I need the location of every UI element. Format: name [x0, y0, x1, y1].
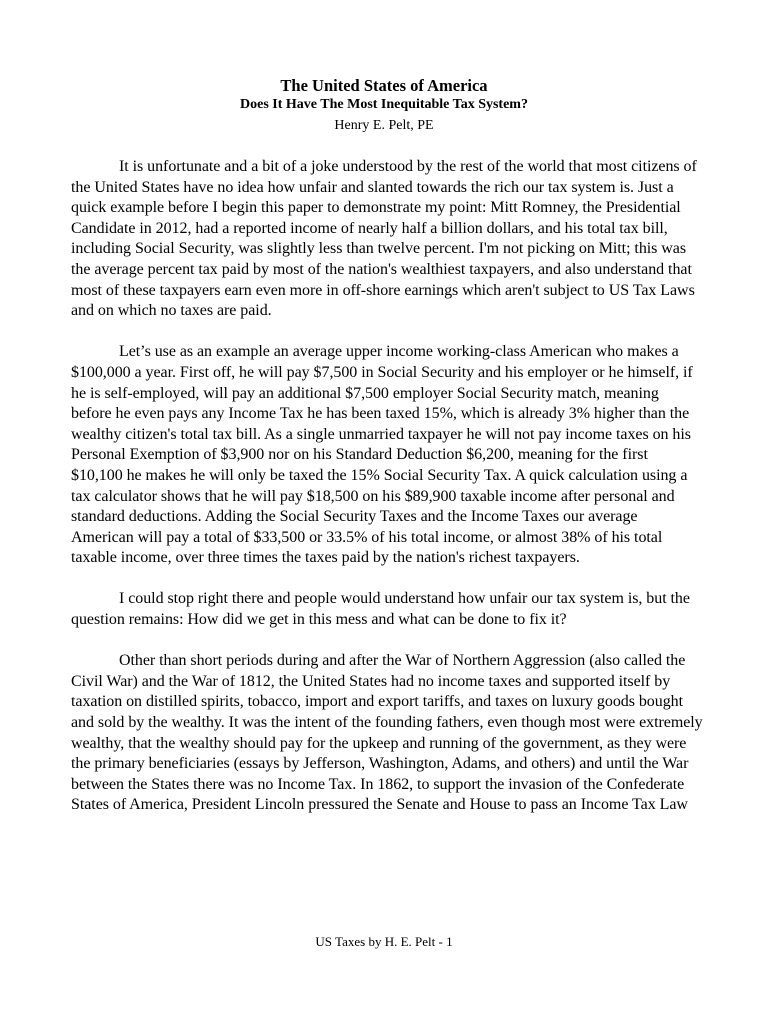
body-paragraph: It is unfortunate and a bit of a joke understood by the rest of the world that most citizens of the United States have no idea how unfair and slanted towards the rich our tax system is. Just a quick example before I begin this paper to demonstrate my point: Mitt Romney, the Presidential Candidate in 2012, had a reported income of nearly half a billion dollars, and his total tax bill, including Social Security, was slightly less than twelve percent. I'm not picking on Mitt; this was the average percent tax paid by most of the nation's wealthiest taxpayers, and also understand that most of these taxpayers earn even more in off-shore earnings which aren't subject to US Tax Laws and on which no taxes are paid.	[71, 158, 697, 320]
document-subtitle: Does It Have The Most Inequitable Tax System?	[240, 97, 528, 112]
body-paragraph: Other than short periods during and after the War of Northern Aggression (also called the Civil War) and the War of 1812, the United States had no income taxes and supported itself by taxation on distilled spirits, tobacco, import and export tariffs, and taxes on luxury goods bought and sold by the wealthy. It was the intent of the founding fathers, even though most were extremely wealthy, that the wealthy should pay for the upkeep and running of the government, as they were the primary beneficiaries (essays by Jefferson, Washington, Adams, and others) and until the War between the States there was no Income Tax. In 1862, to support the invasion of the Confederate States of America, President Lincoln pressured the Senate and House to pass an Income Tax Law	[71, 652, 703, 814]
body-paragraph: Let’s use as an example an average upper income working-class American who makes a $100,000 a year. First off, he will pay $7,500 in Social Security and his employer or he himself, if he is self-employed, will pay an additional $7,500 employer Social Security match, meaning before he even pays any Income Tax he has been taxed 15%, which is already 3% higher than the wealthy citizen's total tax bill. As a single unmarried taxpayer he will not pay income taxes on his Personal Exemption of $3,900 nor on his Standard Deduction $6,200, meaning for the first $10,100 he makes he will only be taxed the 15% Social Security Tax. A quick calculation using a tax calculator shows that he will pay $18,500 on his $89,900 taxable income after personal and standard deductions. Adding the Social Security Taxes and the Income Taxes our average American will pay a total of $33,500 or 33.5% of his total income, or almost 38% of his total taxable income, over three times the taxes paid by the nation's richest taxpayers.	[71, 343, 693, 567]
document-title: The United States of America	[280, 76, 488, 95]
document-body	[71, 157, 703, 837]
body-paragraph: I could stop right there and people would understand how unfair our tax system is, but the question remains: How did we get in this mess and what can be done to fix it?	[71, 590, 690, 629]
page-footer: US Taxes by H. E. Pelt - 1	[315, 934, 453, 949]
document-author: Henry E. Pelt, PE	[334, 118, 434, 133]
